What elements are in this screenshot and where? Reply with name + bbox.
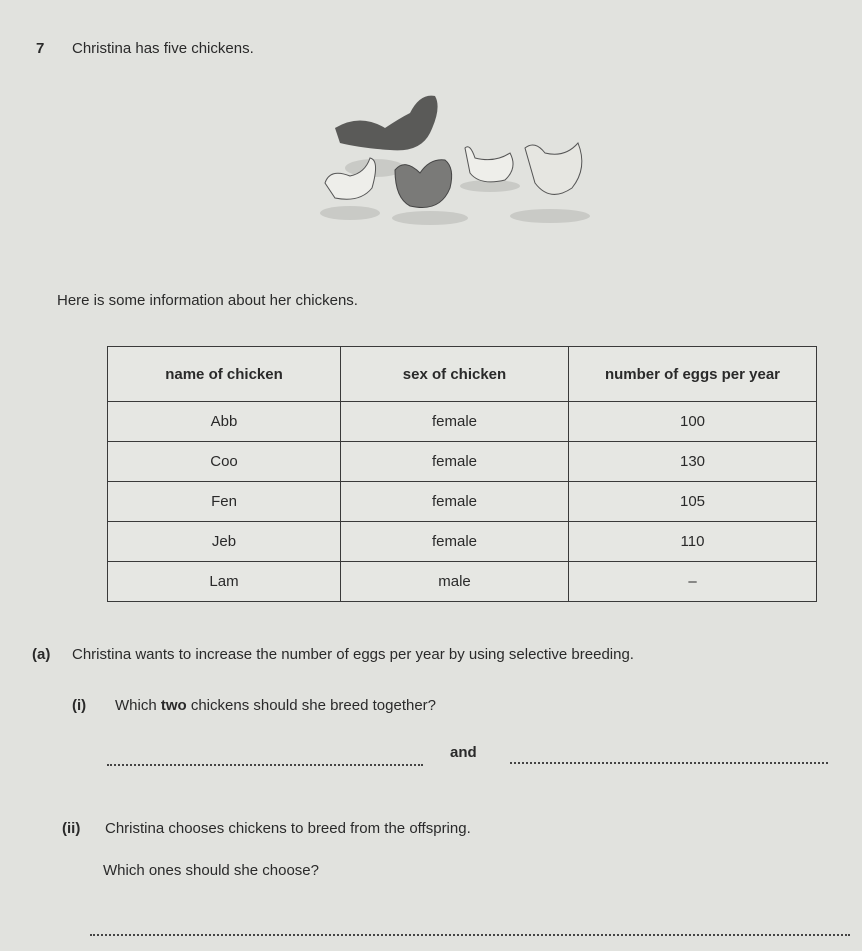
header-eggs: number of eggs per year	[569, 347, 817, 402]
info-text: Here is some information about her chickens.	[57, 292, 358, 309]
header-sex: sex of chicken	[341, 347, 569, 402]
answer-line-3[interactable]	[90, 934, 850, 936]
cell-sex: female	[341, 442, 569, 482]
chickens-illustration	[310, 88, 600, 228]
part-i-text-pre: Which	[115, 697, 161, 714]
table-row	[108, 522, 817, 562]
table-row	[108, 402, 817, 442]
part-a-label: (a)	[32, 646, 51, 663]
cell-name: Jeb	[108, 522, 341, 562]
cell-eggs: 100	[569, 402, 817, 442]
header-name: name of chicken	[108, 347, 341, 402]
table-row	[108, 562, 817, 602]
part-ii-label: (ii)	[62, 820, 81, 837]
and-label: and	[450, 744, 477, 761]
part-i-text-post: chickens should she breed together?	[186, 697, 437, 714]
part-ii-question: Which ones should she choose?	[103, 862, 319, 879]
cell-eggs: 105	[569, 482, 817, 522]
cell-eggs: 130	[569, 442, 817, 482]
cell-name: Coo	[108, 442, 341, 482]
part-i-text-bold: two	[160, 697, 187, 714]
cell-sex: female	[341, 522, 569, 562]
answer-line-2[interactable]	[510, 762, 828, 764]
cell-sex: male	[341, 562, 569, 602]
cell-eggs: 110	[569, 522, 817, 562]
cell-sex: female	[341, 402, 569, 442]
cell-name: Fen	[108, 482, 341, 522]
part-a-text: Christina wants to increase the number of eggs per year by using selective breeding.	[72, 646, 634, 663]
table-row	[108, 442, 817, 482]
part-ii-text: Christina chooses chickens to breed from the offspring.	[105, 820, 471, 837]
cell-sex: female	[341, 482, 569, 522]
cell-name: Abb	[108, 402, 341, 442]
question-number: 7	[36, 40, 45, 57]
answer-line-1[interactable]	[107, 764, 423, 766]
cell-name: Lam	[108, 562, 341, 602]
chicken-table	[107, 346, 817, 602]
cell-eggs: –	[569, 562, 817, 602]
part-i-text	[115, 697, 436, 714]
question-intro: Christina has five chickens.	[72, 40, 254, 57]
table-row	[108, 482, 817, 522]
part-i-label: (i)	[72, 697, 87, 714]
